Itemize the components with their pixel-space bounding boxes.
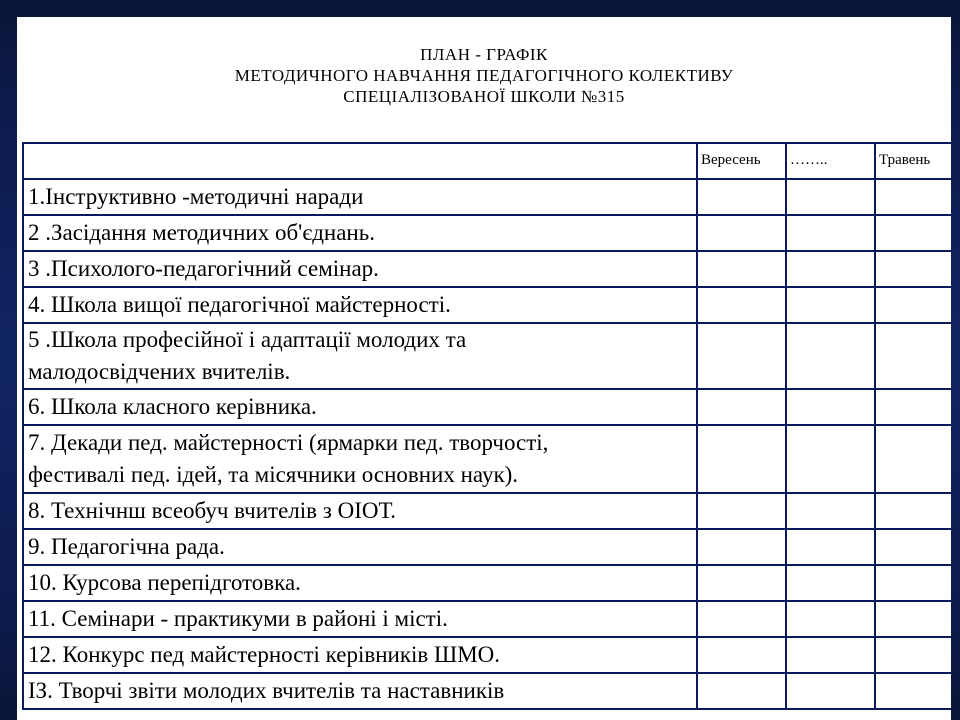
activity-cell: 6. Школа класного керівника.: [23, 389, 697, 425]
schedule-cell: [786, 637, 875, 673]
schedule-cell: [875, 425, 951, 493]
schedule-cell: [875, 601, 951, 637]
schedule-cell: [786, 425, 875, 493]
schedule-cell: [786, 601, 875, 637]
activity-cell: 9. Педагогічна рада.: [23, 529, 697, 565]
table-row: [23, 251, 951, 287]
schedule-cell: [786, 389, 875, 425]
activity-cell: [23, 323, 697, 389]
schedule-cell: [875, 529, 951, 565]
activity-cell: 2 .Засідання методичних об'єднань.: [23, 215, 697, 251]
schedule-cell: [697, 389, 786, 425]
month-header-september: Вересень: [697, 143, 786, 179]
schedule-cell: [697, 215, 786, 251]
activity-cell: 12. Конкурс пед майстерності керівників ШМО.: [23, 637, 697, 673]
schedule-cell: [697, 637, 786, 673]
schedule-cell: [786, 323, 875, 389]
table-header-row: [23, 143, 951, 179]
schedule-cell: [875, 287, 951, 323]
schedule-cell: [697, 251, 786, 287]
table-row: [23, 425, 951, 493]
activity-line: 5 .Школа професійної і адаптації молодих та: [28, 327, 467, 352]
schedule-cell: [875, 673, 951, 709]
schedule-cell: [697, 425, 786, 493]
table-row: [23, 565, 951, 601]
header-cell-activity: [23, 143, 697, 179]
schedule-cell: [875, 179, 951, 215]
schedule-cell: [697, 493, 786, 529]
table-row: [23, 529, 951, 565]
schedule-cell: [786, 179, 875, 215]
plan-table-body: [23, 143, 951, 709]
table-row: [23, 601, 951, 637]
table-row: [23, 389, 951, 425]
activity-cell: 10. Курсова перепідготовка.: [23, 565, 697, 601]
activity-cell: 4. Школа вищої педагогічної майстерності.: [23, 287, 697, 323]
schedule-cell: [875, 493, 951, 529]
schedule-cell: [786, 215, 875, 251]
schedule-cell: [875, 389, 951, 425]
schedule-cell: [697, 565, 786, 601]
schedule-cell: [697, 601, 786, 637]
schedule-cell: [786, 529, 875, 565]
schedule-cell: [697, 529, 786, 565]
document-title: [17, 44, 951, 107]
table-row: [23, 673, 951, 709]
schedule-cell: [786, 673, 875, 709]
table-row: [23, 493, 951, 529]
month-header-ellipsis: ……..: [786, 143, 875, 179]
schedule-cell: [697, 179, 786, 215]
activity-cell: 3 .Психолого-педагогічний семінар.: [23, 251, 697, 287]
schedule-cell: [786, 287, 875, 323]
plan-table: [22, 142, 951, 710]
title-line-1: ПЛАН - ГРАФІК: [420, 45, 548, 64]
document-sheet: [17, 17, 951, 720]
activity-cell: 1.Інструктивно -методичні наради: [23, 179, 697, 215]
activity-cell: 11. Семінари - практикуми в районі і місті.: [23, 601, 697, 637]
activity-line: малодосвідчених вчителів.: [28, 359, 291, 384]
schedule-cell: [697, 673, 786, 709]
activity-cell: [23, 425, 697, 493]
table-row: [23, 637, 951, 673]
title-line-2: МЕТОДИЧНОГО НАВЧАННЯ ПЕДАГОГІЧНОГО КОЛЕКТИВУ: [234, 66, 734, 85]
title-line-3: СПЕЦІАЛІЗОВАНОЇ ШКОЛИ №315: [343, 87, 625, 106]
schedule-cell: [875, 251, 951, 287]
schedule-cell: [697, 323, 786, 389]
month-header-may: Травень: [875, 143, 951, 179]
activity-line: 7. Декади пед. майстерності (ярмарки пед. творчості,: [28, 430, 549, 455]
table-row: [23, 323, 951, 389]
activity-line: фестивалі пед. ідей, та місячники основних наук).: [28, 462, 519, 487]
activity-cell: ІЗ. Творчі звіти молодих вчителів та наставників: [23, 673, 697, 709]
schedule-cell: [786, 493, 875, 529]
table-row: [23, 287, 951, 323]
schedule-cell: [875, 215, 951, 251]
schedule-cell: [697, 287, 786, 323]
schedule-cell: [875, 323, 951, 389]
table-row: [23, 179, 951, 215]
table-row: [23, 215, 951, 251]
schedule-cell: [875, 637, 951, 673]
schedule-cell: [786, 565, 875, 601]
schedule-cell: [875, 565, 951, 601]
activity-cell: 8. Технічнш всеобуч вчителів з ОІОТ.: [23, 493, 697, 529]
schedule-cell: [786, 251, 875, 287]
